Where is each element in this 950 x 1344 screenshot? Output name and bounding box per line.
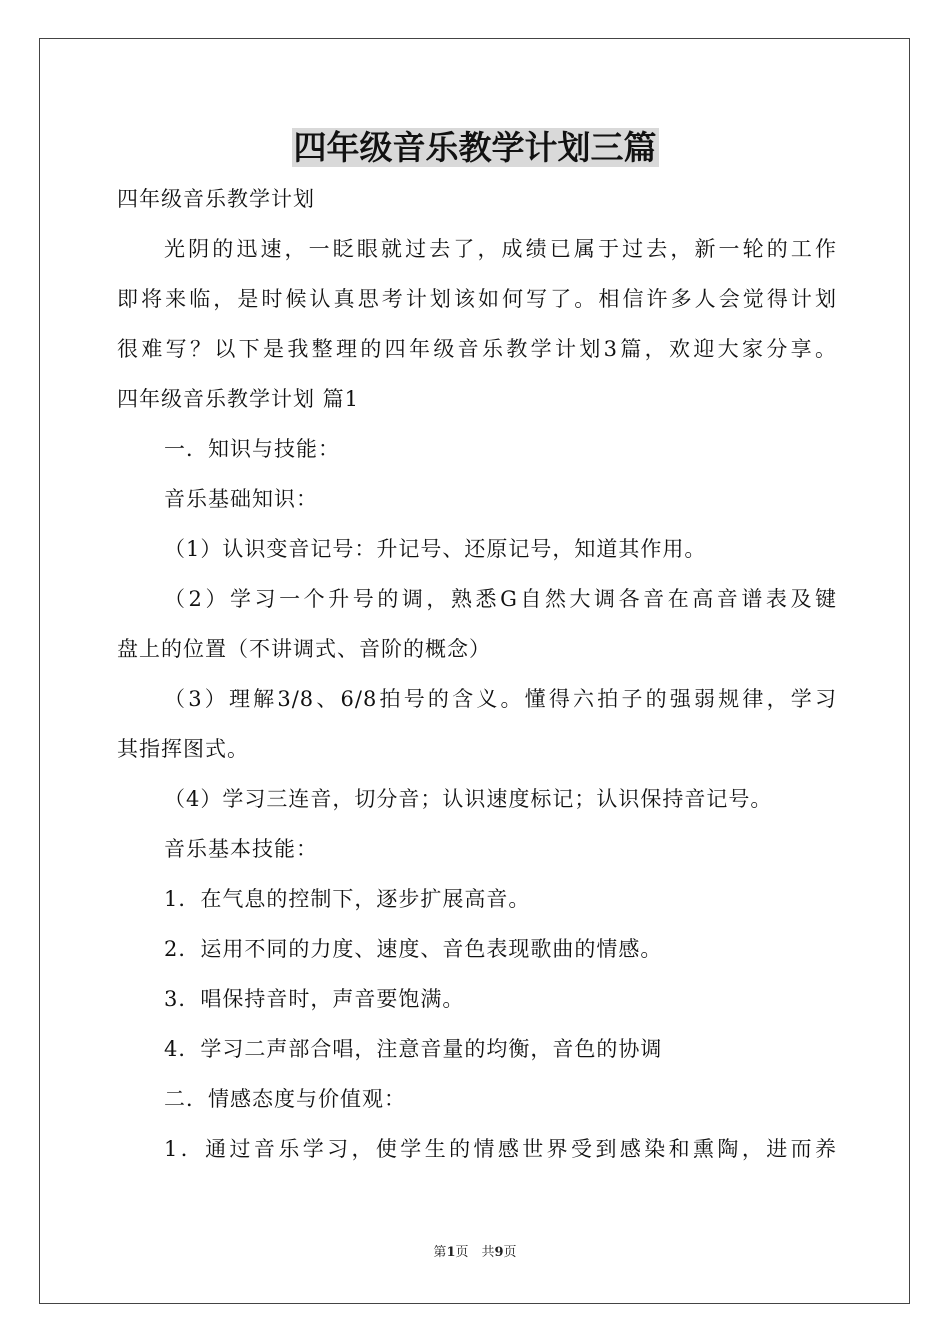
footer-total-pages: 9 bbox=[494, 1245, 504, 1260]
footer-middle: 页 共 bbox=[455, 1245, 495, 1260]
paragraph-line: 1．在气息的控制下，逐步扩展高音。 bbox=[164, 887, 531, 911]
paragraph-line: 3．唱保持音时，声音要饱满。 bbox=[164, 987, 465, 1011]
footer-prefix: 第 bbox=[433, 1245, 447, 1260]
paragraph-line: （3）理解3/8、6/8拍号的含义。懂得六拍子的强弱规律，学习 bbox=[164, 687, 837, 711]
paragraph-line: 一．知识与技能： bbox=[164, 437, 340, 461]
paragraph-line: 其指挥图式。 bbox=[117, 737, 249, 761]
paragraph-line: 二．情感态度与价值观： bbox=[164, 1087, 406, 1111]
paragraph-line: 光阴的迅速，一眨眼就过去了，成绩已属于过去，新一轮的工作 bbox=[164, 237, 837, 261]
paragraph-line: （1）认识变音记号：升记号、还原记号，知道其作用。 bbox=[164, 537, 707, 561]
paragraph-line: 1．通过音乐学习，使学生的情感世界受到感染和熏陶，进而养 bbox=[164, 1137, 837, 1161]
page-footer bbox=[0, 1244, 950, 1262]
paragraph-line: 2．运用不同的力度、速度、音色表现歌曲的情感。 bbox=[164, 937, 663, 961]
paragraph-line: 4．学习二声部合唱，注意音量的均衡，音色的协调 bbox=[164, 1037, 663, 1061]
footer-page-number: 1 bbox=[446, 1245, 456, 1260]
paragraph-line: 很难写？以下是我整理的四年级音乐教学计划3篇，欢迎大家分享。 bbox=[117, 337, 837, 361]
paragraph-line: 盘上的位置（不讲调式、音阶的概念） bbox=[117, 637, 491, 661]
paragraph-line: （2）学习一个升号的调，熟悉G自然大调各音在高音谱表及键 bbox=[164, 587, 837, 611]
paragraph-line: 音乐基本技能： bbox=[164, 837, 318, 861]
section-heading: 四年级音乐教学计划 bbox=[117, 187, 315, 211]
paragraph-line: 音乐基础知识： bbox=[164, 487, 318, 511]
page-border bbox=[39, 38, 910, 1304]
section-heading: 四年级音乐教学计划 篇1 bbox=[117, 387, 360, 411]
document-title bbox=[0, 125, 950, 171]
footer-suffix: 页 bbox=[503, 1245, 517, 1260]
document-title-text: 四年级音乐教学计划三篇 bbox=[293, 128, 657, 167]
paragraph-line: 即将来临，是时候认真思考计划该如何写了。相信许多人会觉得计划 bbox=[117, 287, 837, 311]
paragraph-line: （4）学习三连音，切分音；认识速度标记；认识保持音记号。 bbox=[164, 787, 773, 811]
